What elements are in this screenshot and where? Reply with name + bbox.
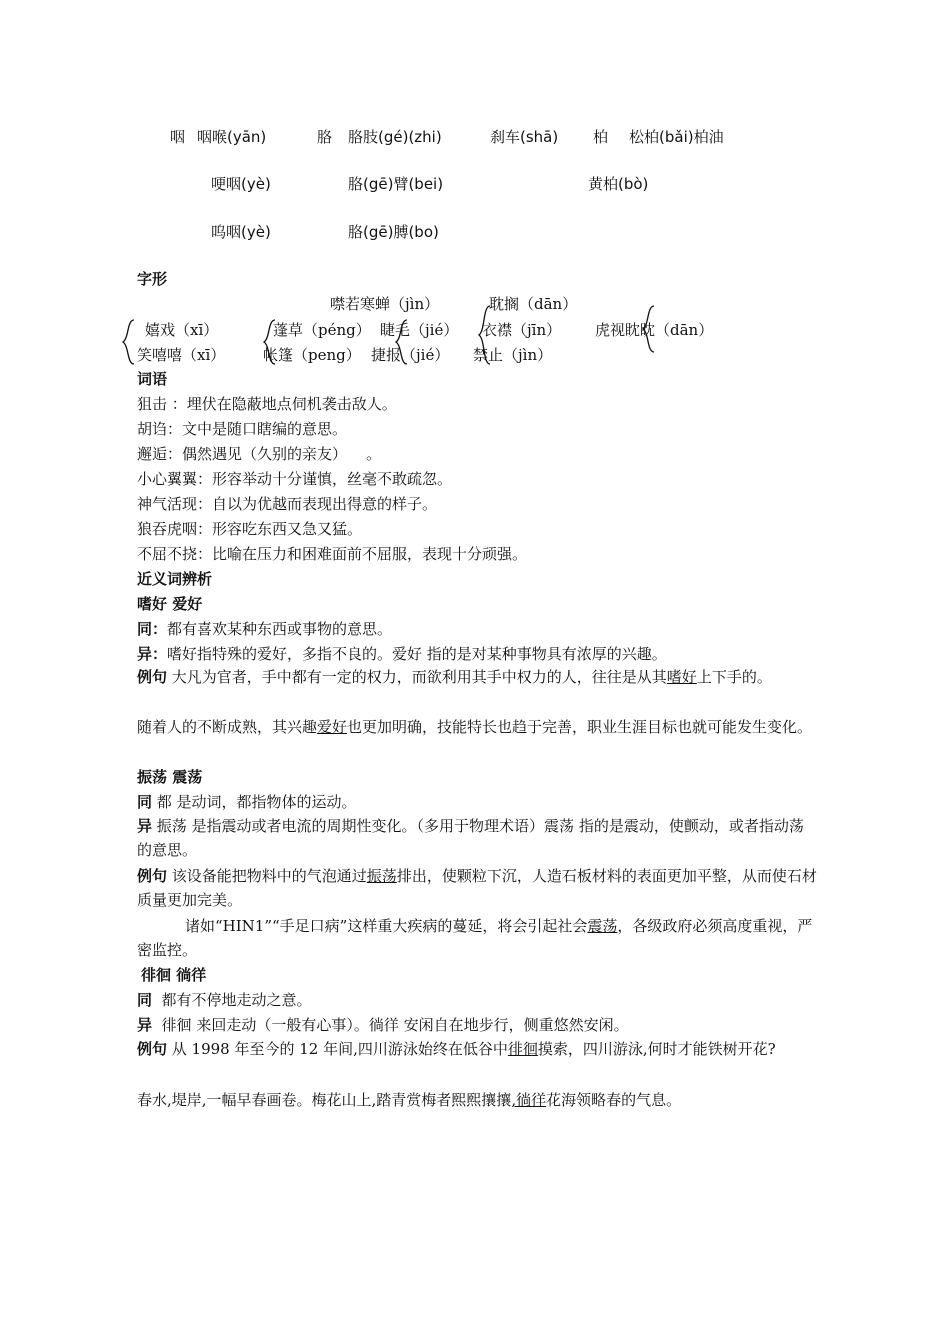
yi-label: 异 xyxy=(137,817,153,835)
zixing-item-xiaoxixi: 笑嘻嘻（xī） xyxy=(137,346,226,364)
tong-label: 同 xyxy=(137,991,153,1009)
group1-example-2 xyxy=(137,715,817,739)
ciyu-heading: 词语 xyxy=(137,370,168,388)
tong-text: 都有喜欢某种东西或事物的意思。 xyxy=(167,620,393,638)
example-keyword: 徘徊 xyxy=(507,1040,538,1058)
group3-tong xyxy=(137,990,312,1010)
yi-text: 徘徊 来回走动（一般有心事）。徜徉 安闲自在地步行，侧重悠然安闲。 xyxy=(152,1016,629,1034)
zixing-item-hushidandan: 虎视眈眈（dān） xyxy=(595,321,714,339)
pinyin-row-3-wuye: 呜咽(yè) xyxy=(211,223,271,241)
group2-example-2 xyxy=(137,914,817,962)
pinyin-row-2-huangbo: 黄柏(bò) xyxy=(588,175,649,193)
li-label: 例句 xyxy=(137,867,168,885)
example-text: 排出，使颗粒下沉，人造石板材料的表面更加平整，从而使石材质量更加完美。 xyxy=(137,867,817,909)
li-label: 例句 xyxy=(137,1040,168,1058)
li-label: 例句 xyxy=(137,668,168,686)
pinyin-row-1-char-bai: 柏 xyxy=(593,128,609,146)
pinyin-row-1-shache: 刹车(shā) xyxy=(490,128,559,146)
example-keyword: 振荡 xyxy=(366,867,397,885)
example-text: 诸如“HIN1”“手足口病”这样重大疾病的蔓延，将会引起社会 xyxy=(185,917,588,935)
zixing-item-xixi: 嬉戏（xī） xyxy=(145,321,219,339)
tong-label: 同： xyxy=(137,620,168,638)
ciyu-line: 狼吞虎咽：形容吃东西又急又猛。 xyxy=(137,520,363,538)
tong-text: 都有不停地走动之意。 xyxy=(152,991,312,1009)
pinyin-row-1-char-ge: 胳 xyxy=(317,128,333,146)
example-text: 随着人的不断成熟，其兴趣 xyxy=(137,718,318,736)
yi-text: 振荡 是指震动或者电流的周期性变化。（多用于物理术语）震荡 指的是震动，使颤动，或者指动荡的意思。 xyxy=(137,817,804,859)
group1-title: 嗜好 爱好 xyxy=(137,595,203,613)
group2-yi xyxy=(137,814,817,862)
pinyin-row-1-gezhi: 胳肢(gé)(zhi) xyxy=(348,128,442,146)
example-keyword: 爱好 xyxy=(317,718,348,736)
zixing-item-dange: 耽搁（dān） xyxy=(489,295,578,313)
example-keyword: ,徜徉 xyxy=(511,1091,547,1109)
example-text: 从 1998 年至今的 12 年间,四川游泳始终在低谷中 xyxy=(167,1040,508,1058)
tong-label: 同 xyxy=(137,793,153,811)
group1-yi xyxy=(137,644,667,664)
zixing-item-jinruohanchan: 噤若寒蝉（jìn） xyxy=(330,295,440,313)
example-text: 上下手的。 xyxy=(696,668,772,686)
group1-tong xyxy=(137,619,392,639)
group2-example-1 xyxy=(137,864,817,912)
zixing-heading: 字形 xyxy=(137,270,168,288)
example-keyword: 震荡 xyxy=(587,917,618,935)
group3-example-1 xyxy=(137,1037,817,1061)
ciyu-line: 邂逅：偶然遇见（久别的亲友） 。 xyxy=(137,445,382,463)
example-text: 大凡为官者，手中都有一定的权力，而欲利用其手中权力的人，往往是从其 xyxy=(167,668,667,686)
pinyin-row-3-gebo: 胳(gē)膊(bo) xyxy=(348,223,439,241)
example-text: 花海领略春的气息。 xyxy=(546,1091,682,1109)
example-keyword: 嗜好 xyxy=(666,668,697,686)
group2-tong xyxy=(137,792,357,812)
zixing-item-pengcao: 蓬草（péng） xyxy=(273,321,371,339)
pinyin-row-1-yanhou: 咽喉(yān) xyxy=(197,128,267,146)
pinyin-row-1-songbai: 松柏(bǎi)柏油 xyxy=(629,128,724,146)
example-text: 该设备能把物料中的气泡通过 xyxy=(167,867,367,885)
pinyin-row-2-gengye: 哽咽(yè) xyxy=(211,175,271,193)
group3-example-2 xyxy=(137,1090,681,1110)
zixing-item-zhangpeng: 帐篷（peng） xyxy=(263,346,361,364)
ciyu-line: 狙击 ：埋伏在隐蔽地点伺机袭击敌人。 xyxy=(137,395,397,413)
brace-icon xyxy=(641,304,657,354)
brace-icon xyxy=(262,318,278,366)
group3-title: 徘徊 徜徉 xyxy=(141,966,207,984)
zixing-item-jinzhi: 禁止（jìn） xyxy=(473,346,553,364)
example-text: 摸索，四川游泳,何时才能铁树开花? xyxy=(537,1040,776,1058)
zixing-item-yijin: 衣襟（jīn） xyxy=(482,321,562,339)
example-text: 也更加明确，技能特长也趋于完善，职业生涯目标也就可能发生变化。 xyxy=(347,718,813,736)
yi-text: 嗜好指特殊的爱好，多指不良的。爱好 指的是对某种事物具有浓厚的兴趣。 xyxy=(167,645,667,663)
zixing-item-jiemao: 睫毛（jié） xyxy=(380,321,459,339)
zixing-item-jiebao: 捷报（jié） xyxy=(371,346,450,364)
group3-yi xyxy=(137,1015,629,1035)
brace-icon xyxy=(477,304,493,366)
tong-text: 都 是动词，都指物体的运动。 xyxy=(152,793,357,811)
ciyu-line: 神气活现：自以为优越而表现出得意的样子。 xyxy=(137,495,438,513)
jinyi-heading: 近义词辨析 xyxy=(137,570,213,588)
ciyu-line: 胡诌：文中是随口瞎编的意思。 xyxy=(137,420,348,438)
brace-icon xyxy=(121,318,137,366)
group2-title: 振荡 震荡 xyxy=(137,768,203,786)
ciyu-line: 不屈不挠：比喻在压力和困难面前不屈服，表现十分顽强。 xyxy=(137,545,528,563)
pinyin-row-1-char-yan: 咽 xyxy=(170,128,186,146)
ciyu-line: 小心翼翼：形容举动十分谨慎，丝毫不敢疏忽。 xyxy=(137,470,453,488)
pinyin-row-2-gebei: 胳(gē)臂(bei) xyxy=(348,175,444,193)
example-text: 春水,堤岸,一幅早春画卷。梅花山上,踏青赏梅者熙熙攘攘 xyxy=(137,1091,512,1109)
brace-icon xyxy=(394,318,410,366)
example-text: ，各级政府必须高度重视，严密监控。 xyxy=(137,917,813,959)
yi-label: 异： xyxy=(137,645,168,663)
group1-example-1 xyxy=(137,665,817,689)
yi-label: 异 xyxy=(137,1016,153,1034)
